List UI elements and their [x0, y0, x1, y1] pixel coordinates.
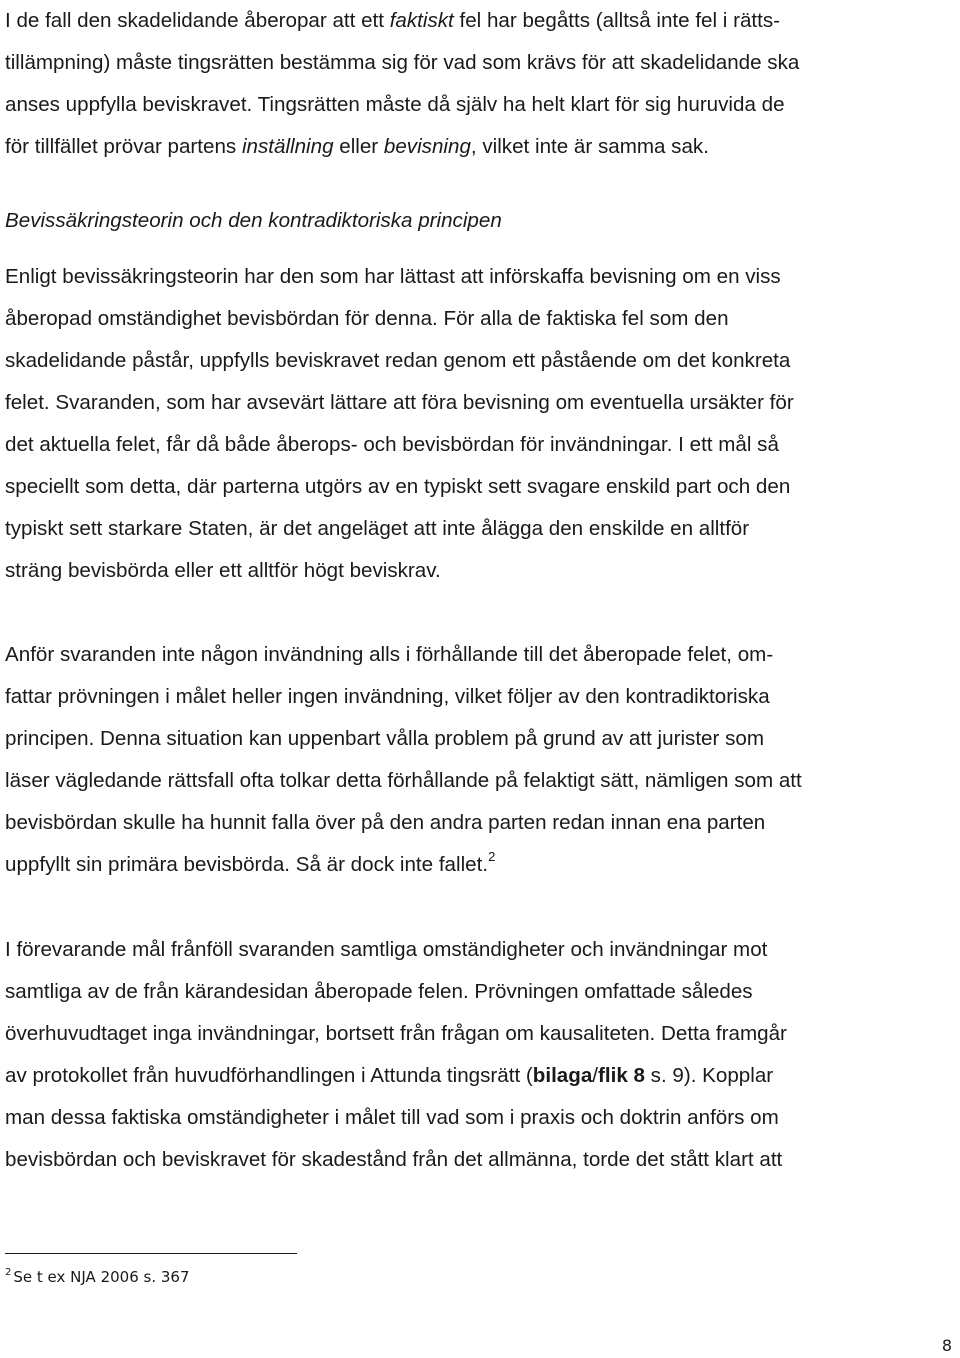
bold-bilaga: bilaga	[532, 1064, 593, 1087]
paragraph-2	[5, 256, 945, 592]
footnote-text: Se t ex NJA 2006 s. 367	[13, 1268, 190, 1286]
text-line: felet. Svaranden, som har avsevärt lättare att föra bevisning om eventuella ursäkter för	[5, 391, 794, 414]
paragraph-3	[5, 634, 945, 886]
footnote-mark: 2	[5, 1267, 12, 1278]
text-line: uppfyllt sin primära bevisbörda. Så är dock inte fallet.$^2$	[5, 849, 496, 876]
text-line: bevisbördan och beviskravet för skadestånd från det allmänna, torde det stått klart att	[5, 1148, 783, 1171]
page-number: 8	[941, 1336, 952, 1355]
paragraph-1	[5, 0, 945, 168]
text-line: skadelidande påstår, uppfylls beviskravet redan genom ett påstående om det konkreta	[5, 349, 791, 372]
emphasis-bevisning: bevisning	[383, 135, 471, 158]
text-line: sträng bevisbörda eller ett alltför högt beviskrav.	[5, 559, 441, 582]
text-line: anses uppfylla beviskravet. Tingsrätten måste då själv ha helt klart för sig huruvida de	[5, 93, 785, 116]
text-line: för tillfället prövar partens inställning eller bevisning, vilket inte är samma sak.	[5, 135, 709, 158]
footnote	[5, 1266, 190, 1288]
text-line: Enligt bevissäkringsteorin har den som har lättast att införskaffa bevisning om en viss	[5, 265, 781, 288]
bold-flik: flik 8	[598, 1064, 645, 1087]
footnote-reference[interactable]: 2	[488, 849, 496, 864]
text-line: I de fall den skadelidande åberopar att ett faktiskt fel har begåtts (alltså inte fel i rätts-	[5, 9, 780, 32]
emphasis-installning: inställning	[241, 135, 334, 158]
text-line: samtliga av de från kärandesidan åberopade felen. Prövningen omfattade således	[5, 980, 753, 1003]
text-line: speciellt som detta, där parterna utgörs av en typiskt sett svagare enskild part och den	[5, 475, 791, 498]
text-line: Anför svaranden inte någon invändning alls i förhållande till det åberopade felet, om-	[5, 643, 774, 666]
text-line: man dessa faktiska omständigheter i målet till vad som i praxis och doktrin anförs om	[5, 1106, 779, 1129]
text-line: överhuvudtaget inga invändningar, bortsett från frågan om kausaliteten. Detta framgår	[5, 1022, 787, 1045]
text-line: typiskt sett starkare Staten, är det angeläget att inte ålägga den enskilde en alltför	[5, 517, 750, 540]
text-line: det aktuella felet, får då både åberops- och bevisbördan för invändningar. I ett mål så	[5, 433, 779, 456]
paragraph-4	[5, 929, 945, 1181]
text-line: åberopad omständighet bevisbördan för denna. För alla de faktiska fel som den	[5, 307, 729, 330]
emphasis-faktiskt: faktiskt	[389, 9, 454, 32]
text-line: läser vägledande rättsfall ofta tolkar detta förhållande på felaktigt sätt, nämligen som att	[5, 769, 802, 792]
footnote-separator	[5, 1253, 297, 1254]
text-line: fattar prövningen i målet heller ingen invändning, vilket följer av den kontradiktoriska	[5, 685, 770, 708]
text-line: principen. Denna situation kan uppenbart vålla problem på grund av att jurister som	[5, 727, 764, 750]
text-line: bevisbördan skulle ha hunnit falla över på den andra parten redan innan ena parten	[5, 811, 766, 834]
text-line: tillämpning) måste tingsrätten bestämma sig för vad som krävs för att skadelidande ska	[5, 51, 800, 74]
text-line: I förevarande mål frånföll svaranden samtliga omständigheter och invändningar mot	[5, 938, 768, 961]
text-line: av protokollet från huvudförhandlingen i Attunda tingsrätt (bilaga/flik 8 s. 9). Kopplar	[5, 1064, 774, 1087]
section-heading: Bevissäkringsteorin och den kontradiktoriska principen	[5, 209, 502, 232]
